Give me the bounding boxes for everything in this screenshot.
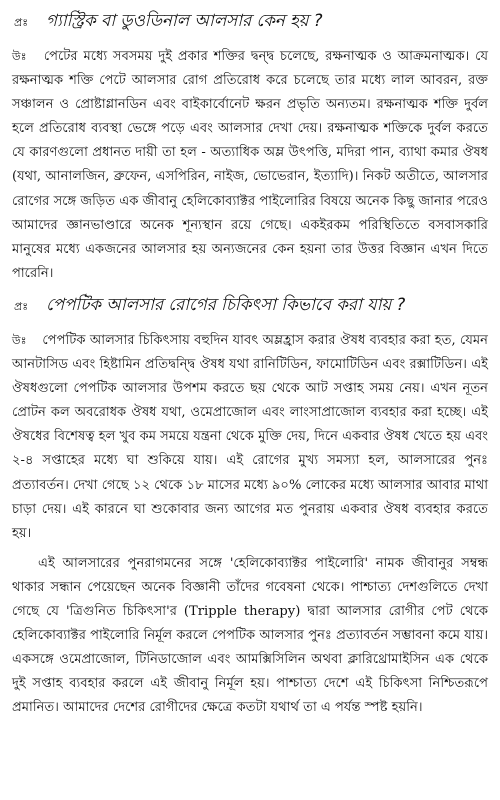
qa-section-1 [12, 8, 488, 286]
question-prefix: প্রঃ [14, 299, 28, 313]
answer-text: পেটের মধ্যে সবসময় দুই প্রকার শক্তির দ্বন্দ্ব চলেছে, রক্ষনাত্মক ও আক্রমনাত্মক। যে রক্ষনাত্মক শক্তি পেটে আলসার রোগ প্রতিরোধ করে চলেছে তার মধ্যে লাল আবরন, রক্ত সঞ্চালন ও প্রোষ্টাগ্লানডিন এবং বাইকার্বোনেট ক্ষরন প্রভৃতি অন্যতম। রক্ষনাত্মক শক্তি দুর্বল হলে প্রতিরোধ ব্যবস্থা ভেঙ্গে পড়ে এবং আলসার দেখা দেয়। রক্ষনাত্মক শক্তিকে দুর্বল করতে যে কারণগুলো প্রধানত দায়ী তা হল - অত্যাধিক অম্ল উৎপত্তি, মদিরা পান, ব্যাথা কমার ঔষধ (যথা, আনালজিন, ব্রুফেন, এসপিরিন, নাইজ, ভোভেরান, ইত্যাদি)। নিকট অতীতে, আলসার রোগের সঙ্গে জড়িত এক জীবানু হেলিকোব্যাক্টর পাইলোরির বিষয়ে অনেক কিছু জানার পরেও আমাদের জ্ঞানভাণ্ডারে অনেক শূন্যস্থান রয়ে গেছে। একইরকম পরিস্থিতিতে বসবাসকারি মানুষের মধ্যে একজনের আলসার হয় অন্যজনের কেন হয়না তার উত্তর বিজ্ঞান এখন দিতে পারেনি। [12, 49, 488, 281]
question-text: গ্যাস্ট্রিক বা ডুওডিনাল আলসার কেন হয় ? [46, 10, 323, 30]
question-text: পেপটিক আলসার রোগের চিকিৎসা কিভাবে করা যায় ? [46, 293, 406, 314]
answer-2 [12, 329, 488, 546]
answer-prefix: উঃ [12, 333, 27, 347]
question-prefix: প্রঃ [14, 16, 28, 29]
question-1 [14, 8, 488, 35]
qa-section-2 [12, 292, 488, 721]
answer-prefix: উঃ [12, 50, 27, 63]
answer-1 [12, 45, 488, 286]
answer-text: পেপটিক আলসার চিকিৎসায় বহুদিন যাবৎ অম্লহ্রাস করার ঔষধ ব্যবহার করা হত, যেমন আনটাসিড এবং হিষ্টামিন প্রতিদ্বন্দ্বি ঔষধ যথা রানিটিডিন, ফামোটিডিন এবং রক্সাটিডিন। এই ঔষধগুলো পেপটিক আলসার উপশম করতে ছয় থেকে আট সপ্তাহ সময় নেয়। এখন নূতন প্রোটন কল অবরোধক ঔষধ যথা, ওমেপ্রাজোল এবং লাংসাপ্রাজোল ব্যবহার করা হচ্ছে। এই ঔষধের বিশেষত্ব হল খুব কম সময়ে যন্ত্রনা থেকে মুক্তি দেয়, দিনে একবার ঔষধ খেতে হয় এবং ২-৪ সপ্তাহের মধ্যে ঘা শুকিয়ে যায়। এই রোগের মুখ্য সমস্যা হল, আলসারের পুনঃ প্রত্যাবর্তন। দেখা গেছে ১২ থেকে ১৮ মাসের মধ্যে ৯০% লোকের মধ্যে আলসার আবার মাথা চাড়া দেয়। এই কারনে ঘা শুকোবার জন্য আগের মত পুনরায় একবার ঔষধ ব্যবহার করতে হয়। [12, 332, 488, 541]
answer-2-paragraph: এই আলসারের পুনরাগমনের সঙ্গে 'হেলিকোব্যাক্টর পাইলোরি' নামক জীবানুর সম্বন্ধ থাকার সন্ধান পেয়েছেন অনেক বিজ্ঞানী তাঁদের গবেষনা থেকে। পাশ্চাত্য দেশগুলিতে দেখা গেছে যে 'ত্রিগুনিত চিকিৎসা'র (Tripple therapy) দ্বারা আলসার রোগীর পেট থেকে হেলিকোব্যাক্টর পাইলোরি নির্মূল করলে পেপটিক আলসার পুনঃ প্রত্যাবর্তন সম্ভাবনা কমে যায়। একসঙ্গে ওমেপ্রাজোল, টিনিডাজোল এবং আমক্সিসিলিন অথবা ক্লারিথ্রোমাইসিন এক থেকে দুই সপ্তাহ ব্যবহার করলে এই জীবানু নির্মূল হয়। পাশ্চাত্য দেশে এই চিকিৎসা নিশ্চিতরূপে প্রমানিত। আমাদের দেশের রোগীদের ক্ষেত্রে কতটা যথার্থ তা এ পর্যন্ত স্পষ্ট হয়নি। [12, 555, 488, 716]
question-2 [14, 292, 488, 319]
